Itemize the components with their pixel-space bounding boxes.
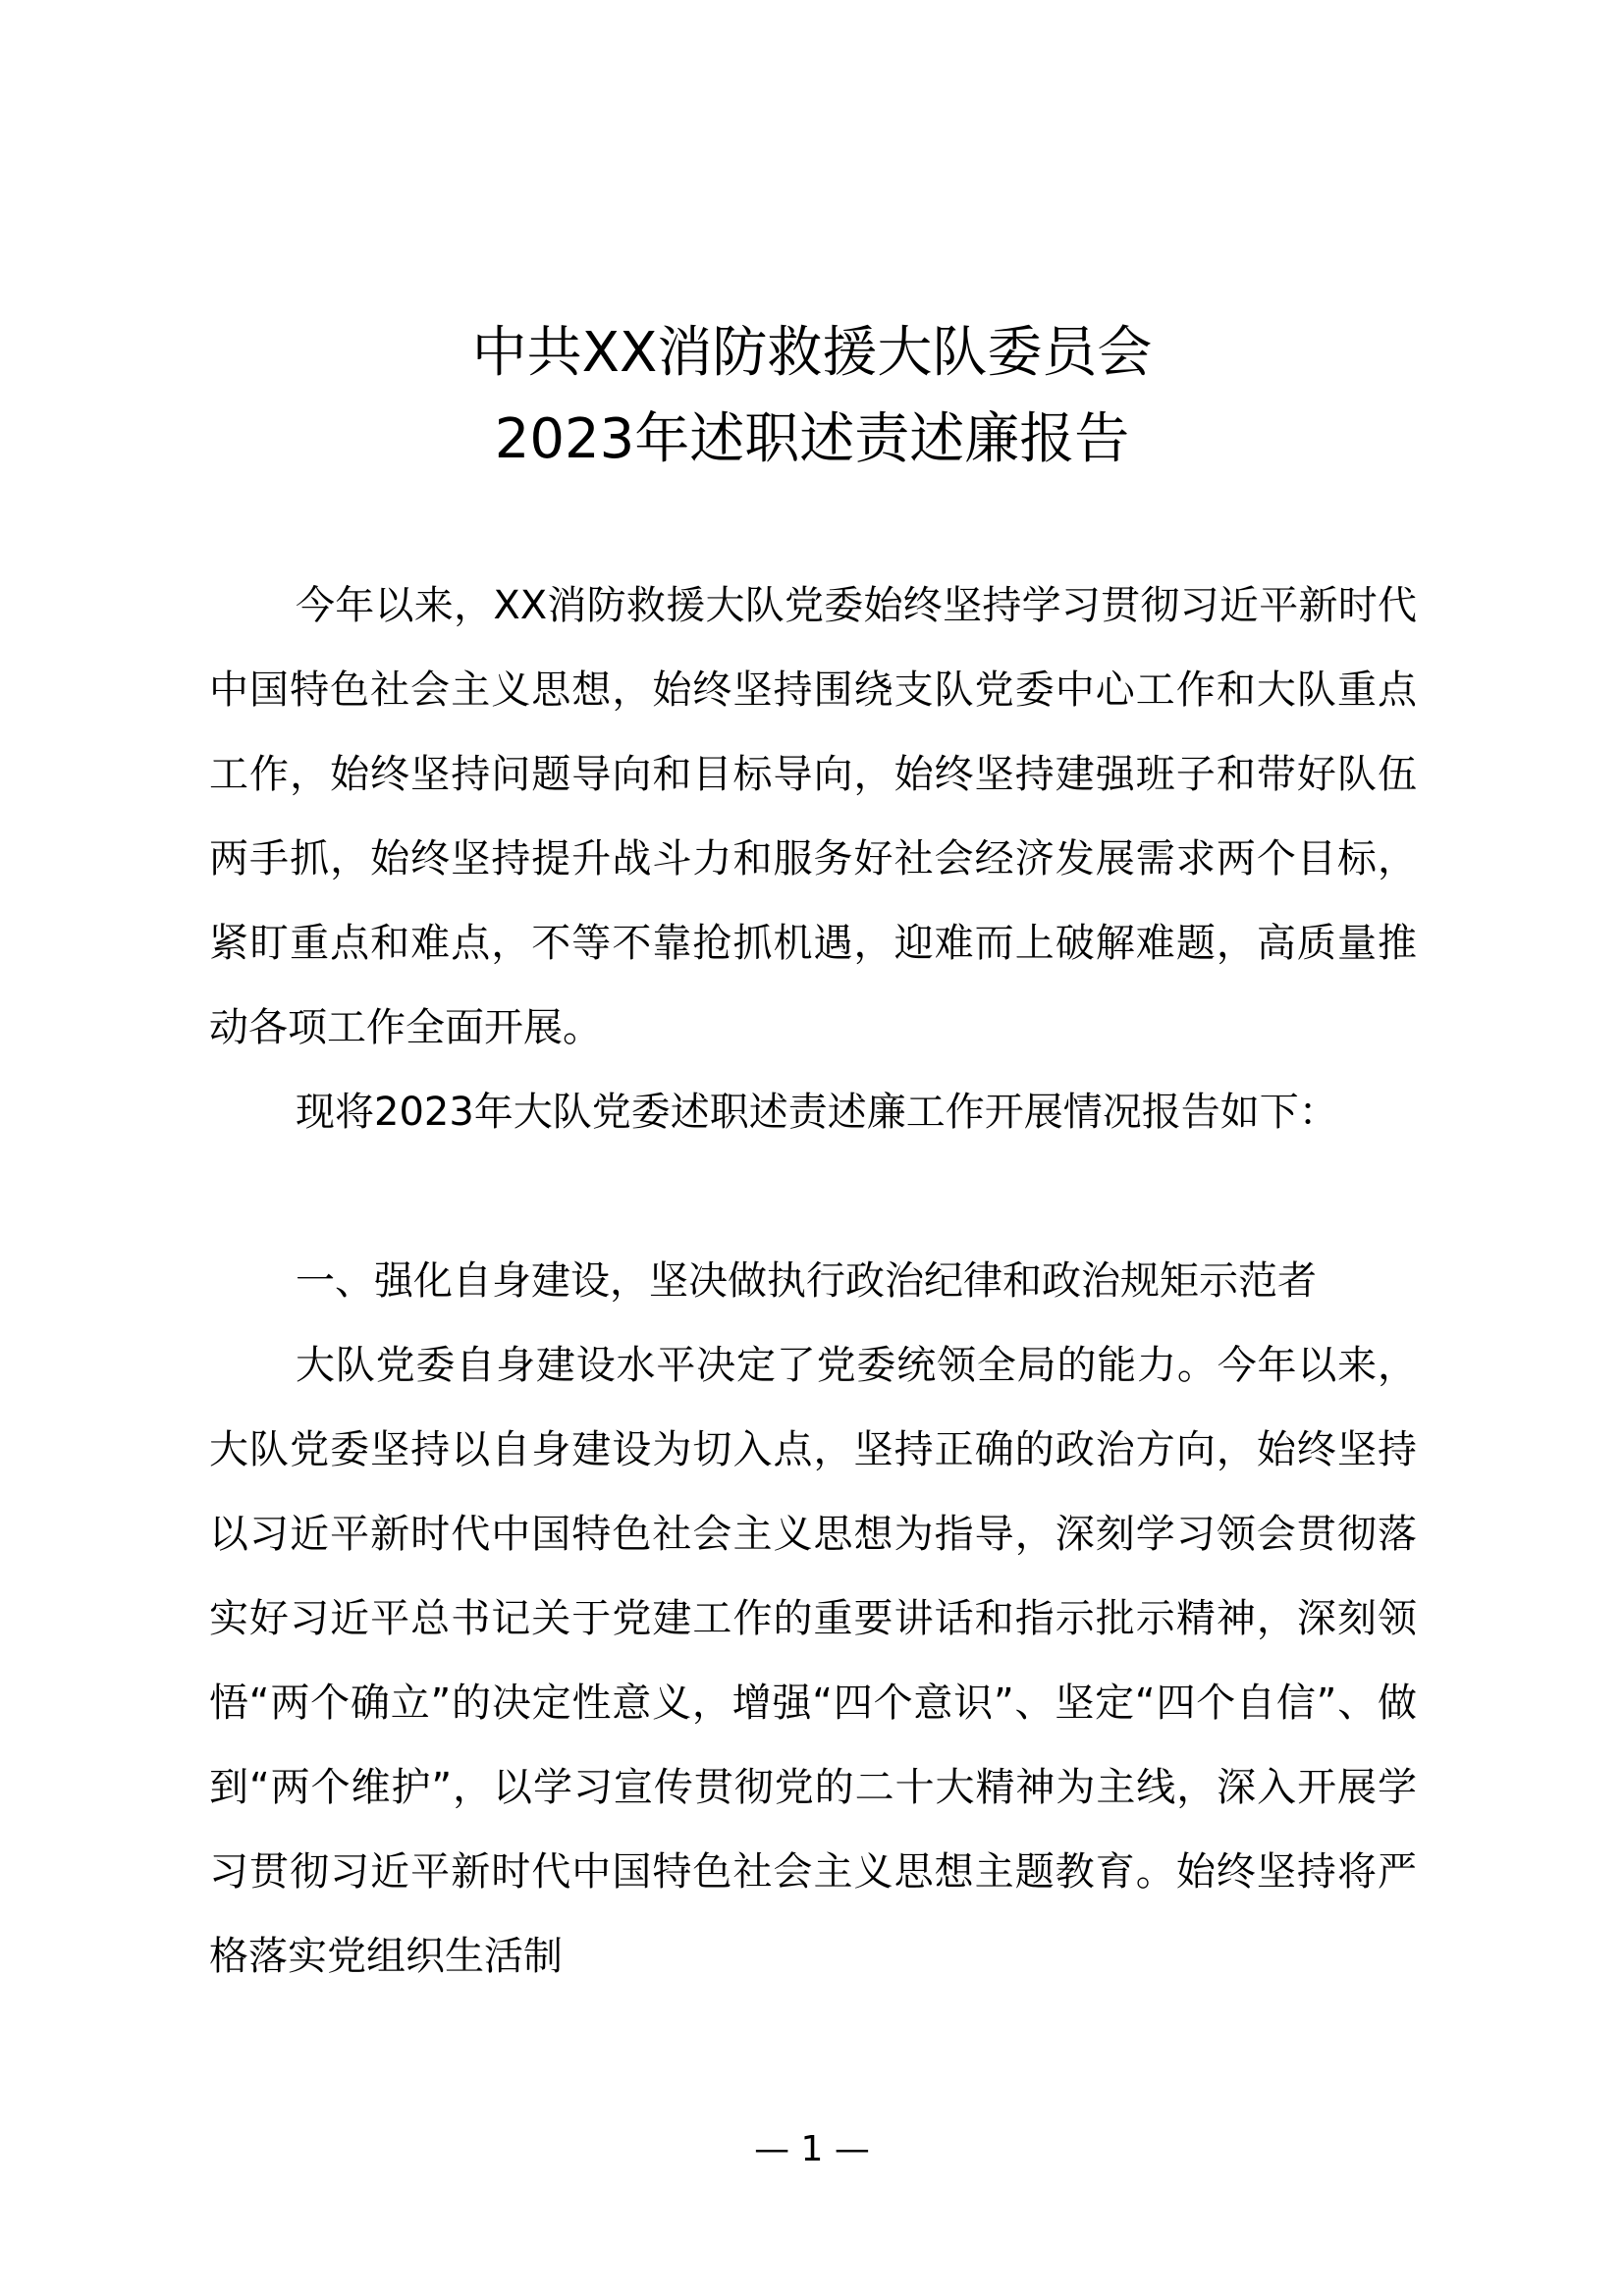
section-paragraph: 大队党委自身建设水平决定了党委统领全局的能力。今年以来，大队党委坚持以自身建设为切入点，坚持正确的政治方向，始终坚持以习近平新时代中国特色社会主义思想为指导，深刻学习领会贯彻落实好习近平总书记关于党建工作的重要讲话和指示批示精神，深刻领悟“两个确立”的决定性意义，增强“四个意识”、坚定“四个自信”、做到“两个维护”，以学习宣传贯彻党的二十大精神为主线，深入开展学习贯彻习近平新时代中国特色社会主义思想主题教育。始终坚持将严格落实党组织生活制	[209, 1343, 1417, 1979]
title-line-1: 中共XX消防救援大队委员会	[471, 321, 1153, 385]
page-number: — 1 —	[754, 2129, 870, 2169]
paragraph-spacer	[209, 1154, 1417, 1239]
document-body	[209, 563, 1417, 1999]
title-line-2: 2023年述职述责述廉报告	[494, 407, 1130, 471]
report-lead-paragraph: 现将2023年大队党委述职述责述廉工作开展情况报告如下：	[296, 1090, 1338, 1135]
section-heading: 一、强化自身建设，坚决做执行政治纪律和政治规矩示范者	[296, 1258, 1317, 1304]
intro-paragraph: 今年以来，XX消防救援大队党委始终坚持学习贯彻习近平新时代中国特色社会主义思想，始终坚持围绕支队党委中心工作和大队重点工作，始终坚持问题导向和目标导向，始终坚持建强班子和带好队伍两手抓，始终坚持提升战斗力和服务好社会经济发展需求两个目标，紧盯重点和难点，不等不靠抢抓机遇，迎难而上破解难题，高质量推动各项工作全面开展。	[209, 583, 1417, 1050]
